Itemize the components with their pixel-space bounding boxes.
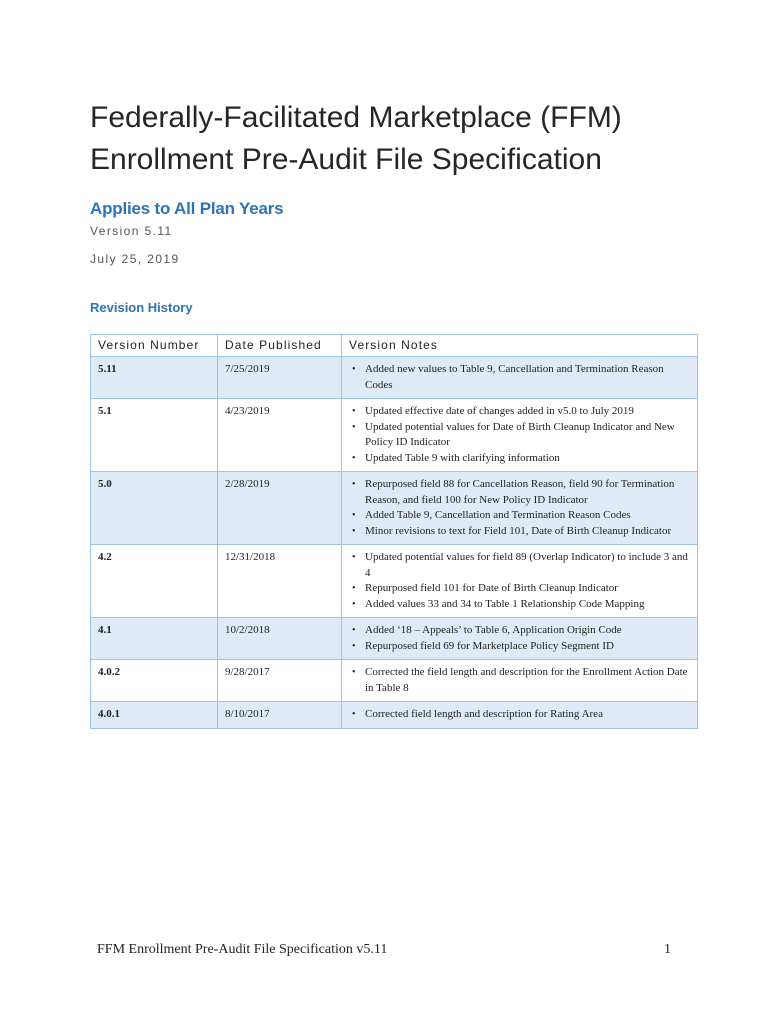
row-notes: [342, 399, 698, 472]
row-date: 8/10/2017: [218, 702, 342, 729]
footer-page-number: 1: [664, 942, 671, 957]
note-item: • Repurposed field 88 for Cancellation Reason, field 90 for Termination Reason, and field 100 for New Policy ID Indicator: [349, 477, 691, 508]
row-version: 4.0.1: [91, 702, 218, 729]
note-item: • Updated potential values for Date of Birth Cleanup Indicator and New Policy ID Indicator: [349, 420, 691, 451]
revision-history-table: [90, 334, 698, 729]
header-date-published: Date Published: [218, 335, 342, 357]
note-item: • Minor revisions to text for Field 101, Date of Birth Cleanup Indicator: [349, 524, 691, 540]
note-item: • Repurposed field 101 for Date of Birth Cleanup Indicator: [349, 581, 691, 597]
revision-history-heading: Revision History: [90, 300, 193, 315]
note-item: • Repurposed field 69 for Marketplace Policy Segment ID: [349, 639, 691, 655]
date-label: July 25, 2019: [90, 252, 180, 266]
row-version: 4.2: [91, 545, 218, 618]
footer-title: FFM Enrollment Pre-Audit File Specification v5.11: [97, 942, 388, 957]
note-item: • Added ‘18 – Appeals’ to Table 6, Application Origin Code: [349, 623, 691, 639]
row-version: 4.0.2: [91, 660, 218, 702]
version-label: Version 5.11: [90, 224, 173, 238]
note-item: • Added values 33 and 34 to Table 1 Relationship Code Mapping: [349, 597, 691, 613]
row-date: 2/28/2019: [218, 472, 342, 545]
note-item: • Updated effective date of changes added in v5.0 to July 2019: [349, 404, 691, 420]
table-row: [91, 399, 698, 472]
row-notes: [342, 357, 698, 399]
row-version: 4.1: [91, 618, 218, 660]
table-row: [91, 702, 698, 729]
note-item: • Updated Table 9 with clarifying information: [349, 451, 691, 467]
note-item: • Corrected the field length and description for the Enrollment Action Date in Table 8: [349, 665, 691, 696]
title-line-2: Enrollment Pre-Audit File Specification: [90, 143, 602, 176]
title-line-1: Federally-Facilitated Marketplace (FFM): [90, 101, 622, 134]
row-date: 12/31/2018: [218, 545, 342, 618]
note-item: • Added Table 9, Cancellation and Termination Reason Codes: [349, 508, 691, 524]
table-row: [91, 545, 698, 618]
header-version-number: Version Number: [91, 335, 218, 357]
header-version-notes: Version Notes: [342, 335, 698, 357]
table-row: [91, 472, 698, 545]
table-row: [91, 618, 698, 660]
row-notes: [342, 545, 698, 618]
subtitle: Applies to All Plan Years: [90, 199, 284, 218]
table-row: [91, 660, 698, 702]
row-notes: [342, 618, 698, 660]
table-header-row: [91, 335, 698, 357]
row-date: 9/28/2017: [218, 660, 342, 702]
note-item: • Updated potential values for field 89 (Overlap Indicator) to include 3 and 4: [349, 550, 691, 581]
row-date: 4/23/2019: [218, 399, 342, 472]
row-notes: [342, 702, 698, 729]
table-row: [91, 357, 698, 399]
row-notes: [342, 660, 698, 702]
note-item: • Corrected field length and description for Rating Area: [349, 707, 691, 723]
document-title: [90, 97, 730, 181]
row-version: 5.0: [91, 472, 218, 545]
row-date: 7/25/2019: [218, 357, 342, 399]
row-date: 10/2/2018: [218, 618, 342, 660]
row-notes: [342, 472, 698, 545]
row-version: 5.11: [91, 357, 218, 399]
row-version: 5.1: [91, 399, 218, 472]
note-item: • Added new values to Table 9, Cancellation and Termination Reason Codes: [349, 362, 691, 393]
